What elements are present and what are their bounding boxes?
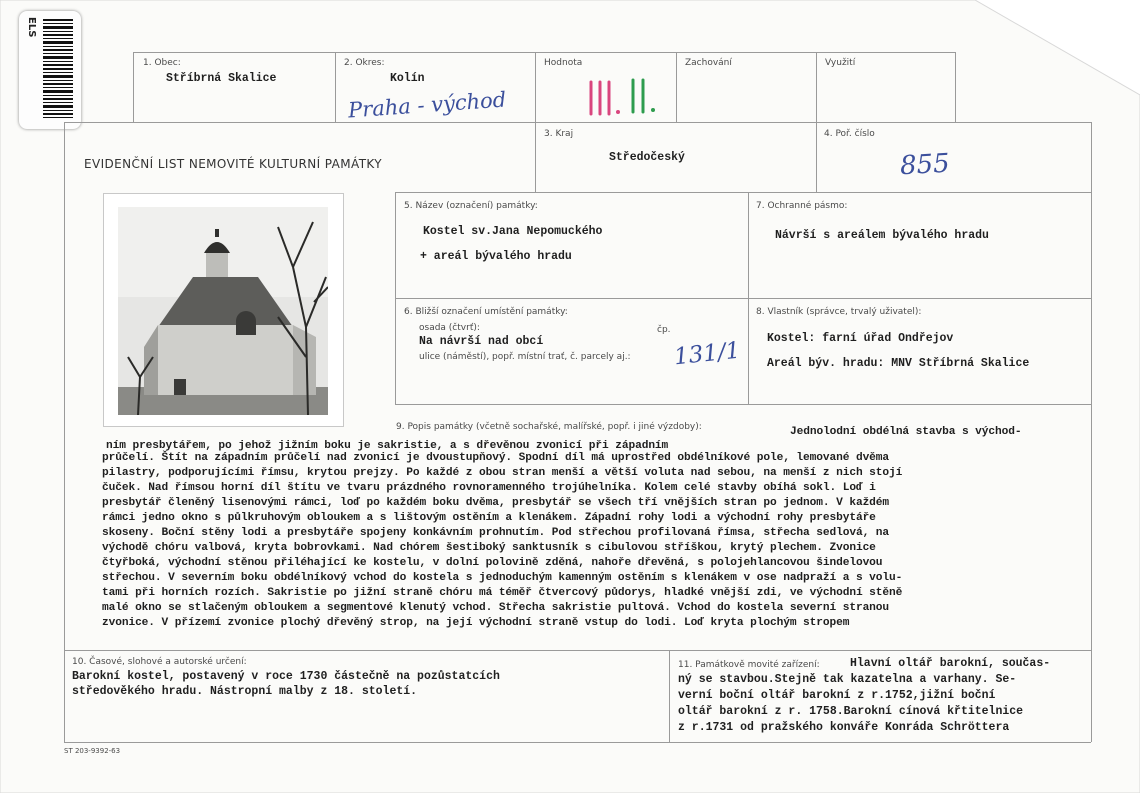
popis-label: 9. Popis památky (včetně sochařské, malířské, popř. i jiné výzdoby): (396, 422, 702, 432)
casove-line-2: středověkého hradu. Nástropní malby z 18. století. (72, 685, 418, 698)
hodnota-label: Hodnota (544, 58, 583, 68)
popis-line: průčelí. Štít na západním průčelí nad zvonicí je dvoustupňový. Spodní díl má uprostřed obdélníkové pole, lemované dvěma (102, 452, 890, 464)
hodnota-handwritten (585, 76, 665, 124)
rule (395, 404, 1091, 405)
popis-line: zvonice. V přízemí zvonice plochý dřevěný strop, na její východní straně vstup do lodi. Loď kryta plochým stropem (102, 617, 850, 629)
vyuziti-label: Využití (825, 58, 856, 68)
kraj-value: Středočeský (609, 151, 685, 164)
obec-value: Stříbrná Skalice (166, 72, 277, 85)
barcode-sticker (19, 11, 81, 129)
osada-label: osada (čtvrť): (419, 323, 480, 333)
vlastnik-line-2: Areál býv. hradu: MNV Stříbrná Skalice (767, 357, 1030, 370)
rule (133, 52, 134, 122)
rule (335, 52, 336, 122)
hodnota-marks-icon (585, 76, 665, 120)
popis-line: pilastry, podporujícími římsu, krytou prejzy. Po každé z obou stran menší a větší voluta nad sebou, na menší z nich stojí (102, 467, 903, 479)
movite-line-4: oltář barokní z r. 1758.Barokní cínová křtitelnice (678, 705, 1024, 718)
movite-line-3: verní boční oltář barokní z r.1752,jižní boční (678, 689, 996, 702)
rule (669, 650, 670, 742)
movite-line-5: z r.1731 od pražského konváře Konráda Schröttera (678, 721, 1010, 734)
nazev-line-2: + areál bývalého hradu (420, 250, 572, 263)
barcode-label: ELS (26, 17, 37, 38)
porcislo-handwritten: 855 (899, 148, 951, 182)
cp-handwritten: 131/1 (672, 337, 742, 371)
zachovani-label: Zachování (685, 58, 732, 68)
rule (64, 742, 1091, 743)
popis-line: čtyřboká, východní stěnou přiléhající ke kostelu, v dolní polovině zděná, nahoře dřevěná, s polojehlancovou šindelovou (102, 557, 883, 569)
porcislo-label: 4. Poř. číslo (824, 129, 875, 139)
okres-label: 2. Okres: (344, 58, 385, 68)
rule (955, 52, 956, 122)
casove-label: 10. Časové, slohové a autorské určení: (72, 657, 247, 667)
obec-label: 1. Obec: (143, 58, 181, 68)
popis-line: Jednolodní obdélná stavba s východ- (790, 426, 1022, 438)
popis-line: skoseny. Boční stěny lodi a presbytáře spojeny konkávním prohnutím. Pod střechou profilovaná římsa, střecha sedlová, na (102, 527, 890, 539)
rule (64, 122, 1091, 123)
document-title: EVIDENČNÍ LIST NEMOVITÉ KULTURNÍ PAMÁTKY (84, 157, 382, 171)
popis-line: malé okno se stlačeným obloukem a segmentové klenutý vchod. Střecha sakristie pultová. Vchod do kostela severní stranou (102, 602, 890, 614)
osada-value: Na návrší nad obcí (419, 335, 544, 348)
church-photo (118, 207, 328, 415)
popis-line: rámci jedno okno s půlkruhovým obloukem a s lištovým ostěním a klenákem. Západní rohy lodi a východní rohy presbytáře (102, 512, 876, 524)
nazev-line-1: Kostel sv.Jana Nepomuckého (423, 225, 603, 238)
rule (133, 52, 955, 53)
kraj-label: 3. Kraj (544, 129, 574, 139)
pasmo-value: Návrší s areálem bývalého hradu (775, 229, 989, 242)
okres-handwritten: Praha - východ (347, 87, 507, 123)
nazev-label: 5. Název (označení) památky: (404, 201, 538, 211)
okres-value: Kolín (390, 72, 425, 85)
pasmo-label: 7. Ochranné pásmo: (756, 201, 848, 211)
vlastnik-line-1: Kostel: farní úřad Ondřejov (767, 332, 954, 345)
casove-line-1: Barokní kostel, postavený v roce 1730 částečně na pozůstatcích (72, 670, 500, 683)
rule (395, 298, 1091, 299)
rule (676, 52, 677, 122)
rule (535, 192, 1091, 193)
popis-line: tami při horních rozích. Sakristie po jižní straně chóru má téměř čtvercový půdorys, hladké vnější zdi, ve východní stěně (102, 587, 903, 599)
rule (64, 650, 1091, 651)
barcode-icon (41, 19, 75, 123)
rule (64, 122, 65, 742)
movite-line-1: Hlavní oltář barokní, součas- (850, 657, 1051, 670)
umisteni-label: 6. Bližší označení umístění památky: (404, 307, 568, 317)
vlastnik-label: 8. Vlastník (správce, trvalý uživatel): (756, 307, 922, 317)
cp-label: čp. (657, 325, 671, 335)
popis-line: ním presbytářem, po jehož jižním boku je sakristie, a s dřevěnou zvonicí při západním (106, 440, 669, 452)
movite-line-2: ný se stavbou.Stejně tak kazatelna a varhany. Se- (678, 673, 1017, 686)
popis-line: střechou. V severním boku obdélníkový vchod do kostela s jednoduchým kamenným ostěním s klenákem v ose nadpraží a s volu- (102, 572, 903, 584)
ulice-label: ulice (náměstí), popř. místní trať, č. parcely aj.: (419, 352, 631, 362)
popis-line: čuček. Nad římsou horní díl štítu ve tvaru prázdného rovnoramenného trojúhelníka. Kolem celé stavby obíhá sokl. Loď i (102, 482, 876, 494)
popis-line: východě chóru valbová, kryta bobrovkami. Nad chórem šestiboký sanktusník s cibulovou stříškou, krytý plechem. Zvonice (102, 542, 876, 554)
form-code: ST 203-9392-63 (64, 747, 121, 755)
rule (395, 192, 535, 193)
popis-line: presbytář členěný lisenovými rámci, loď po každém boku dvěma, presbytář se všech tří vnějších stran po jednom. V každém (102, 497, 890, 509)
rule (1091, 122, 1092, 742)
movite-label: 11. Památkově movité zařízení: (678, 660, 820, 670)
